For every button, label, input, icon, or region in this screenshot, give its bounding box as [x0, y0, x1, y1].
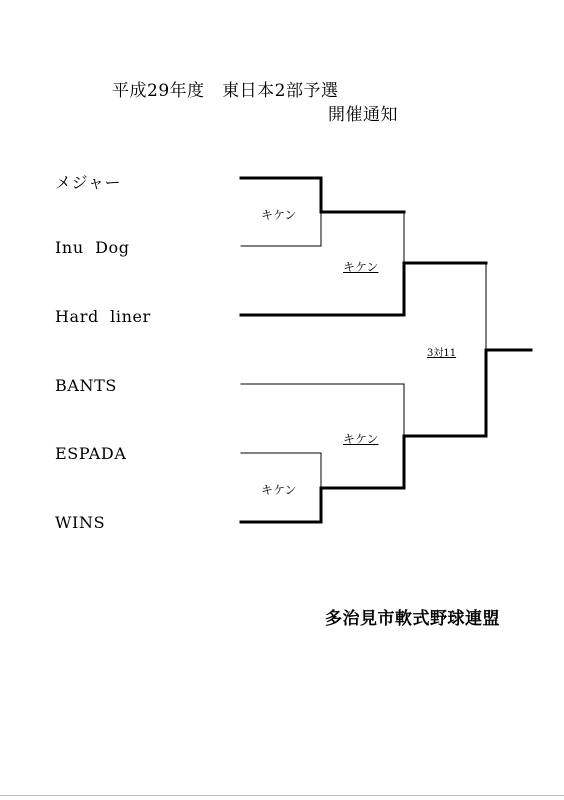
team-name: Inu Dog [55, 238, 130, 257]
page-title: 平成29年度 東日本2部予選 [112, 81, 339, 101]
page-subtitle: 開催通知 [328, 105, 398, 125]
team-name: WINS [55, 513, 106, 532]
match-result: 3対11 [427, 348, 457, 359]
team-name: BANTS [55, 376, 117, 395]
page-divider [0, 795, 564, 796]
team-name: ESPADA [55, 444, 127, 463]
match-result: キケン [343, 260, 379, 274]
team-name: Hard liner [55, 307, 151, 326]
organization-name: 多治見市軟式野球連盟 [325, 609, 500, 629]
team-name: メジャー [55, 173, 122, 192]
match-result: キケン [261, 483, 297, 497]
match-result: キケン [261, 208, 297, 222]
match-result: キケン [343, 432, 379, 446]
